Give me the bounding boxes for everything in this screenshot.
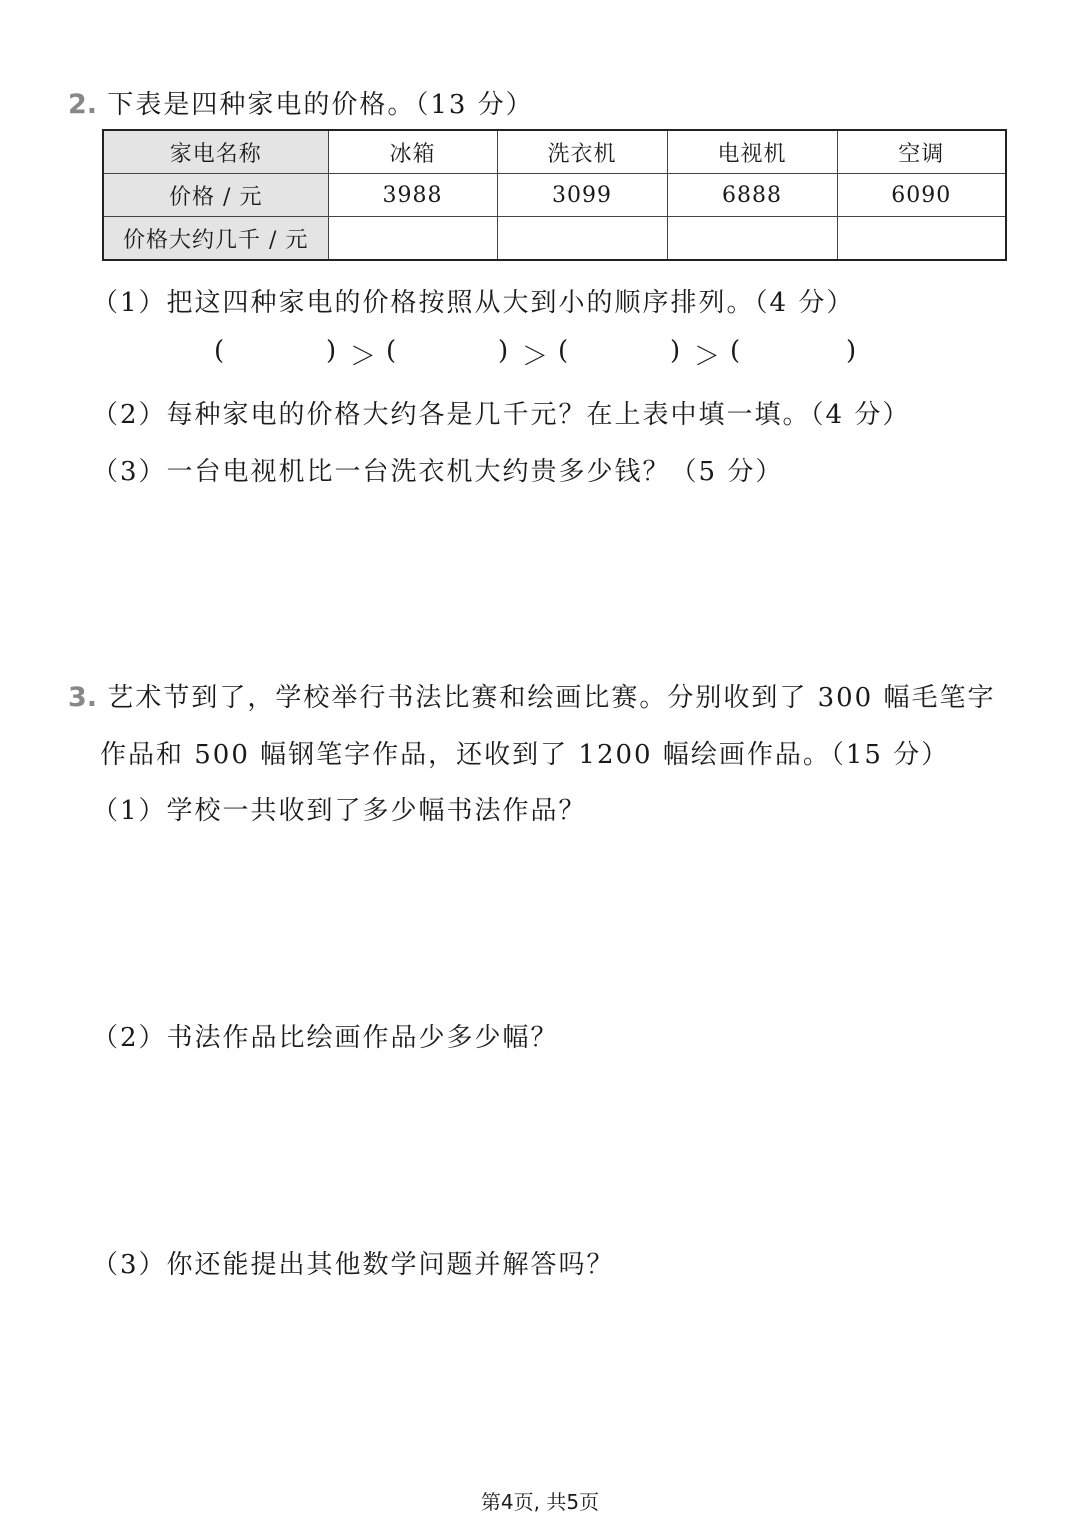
table-row	[103, 130, 1006, 174]
greater-than: ＞	[522, 342, 549, 372]
table-cell: 3099	[497, 174, 667, 217]
q3-line2: 作品和 500 幅钢笔字作品，还收到了 1200 幅绘画作品。（15 分）	[100, 740, 950, 770]
appliance-price-table	[102, 129, 1007, 261]
paren-open: (	[558, 336, 569, 366]
table-cell: 6888	[667, 174, 837, 217]
table-cell: 3988	[328, 174, 497, 217]
paren-open: (	[730, 336, 741, 366]
q2-sub2: （2）每种家电的价格大约各是几千元？在上表中填一填。（4 分）	[92, 400, 911, 430]
answer-cell[interactable]	[328, 217, 497, 261]
table-header-cell: 价格 / 元	[103, 174, 328, 217]
q3-sub2: （2）书法作品比绘画作品少多少幅？	[92, 1023, 559, 1053]
paren-open: (	[214, 336, 225, 366]
answer-cell[interactable]	[667, 217, 837, 261]
table-header-cell: 家电名称	[103, 130, 328, 174]
paren-close: )	[326, 336, 337, 366]
table-cell: 冰箱	[328, 130, 497, 174]
answer-blank[interactable]	[746, 336, 836, 366]
q3-sub1: （1）学校一共收到了多少幅书法作品？	[92, 796, 587, 826]
q2-sub1: （1）把这四种家电的价格按照从大到小的顺序排列。（4 分）	[92, 288, 855, 318]
q3-line1: 艺术节到了，学校举行书法比赛和绘画比赛。分别收到了 300 幅毛笔字	[107, 683, 996, 713]
table-cell: 空调	[837, 130, 1006, 174]
greater-than: ＞	[694, 342, 721, 372]
table-row	[103, 217, 1006, 261]
paren-open: (	[386, 336, 397, 366]
order-answer-row	[0, 336, 1080, 370]
q2-heading	[68, 84, 534, 121]
table-row	[103, 174, 1006, 217]
table-header-cell: 价格大约几千 / 元	[103, 217, 328, 261]
answer-blank[interactable]	[402, 336, 492, 366]
greater-than: ＞	[350, 342, 377, 372]
q3-sub3: （3）你还能提出其他数学问题并解答吗？	[92, 1250, 615, 1280]
table-cell: 6090	[837, 174, 1006, 217]
answer-blank[interactable]	[230, 336, 320, 366]
paren-close: )	[846, 336, 857, 366]
q2-number: 2.	[68, 89, 98, 120]
q2-title: 下表是四种家电的价格。（13 分）	[107, 90, 534, 120]
q3-heading	[68, 677, 995, 714]
table-cell: 电视机	[667, 130, 837, 174]
answer-blank[interactable]	[574, 336, 664, 366]
page-number: 第4页, 共5页	[480, 1490, 600, 1514]
q3-number: 3.	[68, 682, 98, 713]
q2-sub3: （3）一台电视机比一台洗衣机大约贵多少钱？（5 分）	[92, 457, 784, 487]
answer-cell[interactable]	[837, 217, 1006, 261]
answer-cell[interactable]	[497, 217, 667, 261]
paren-close: )	[498, 336, 509, 366]
paren-close: )	[670, 336, 681, 366]
table-cell: 洗衣机	[497, 130, 667, 174]
